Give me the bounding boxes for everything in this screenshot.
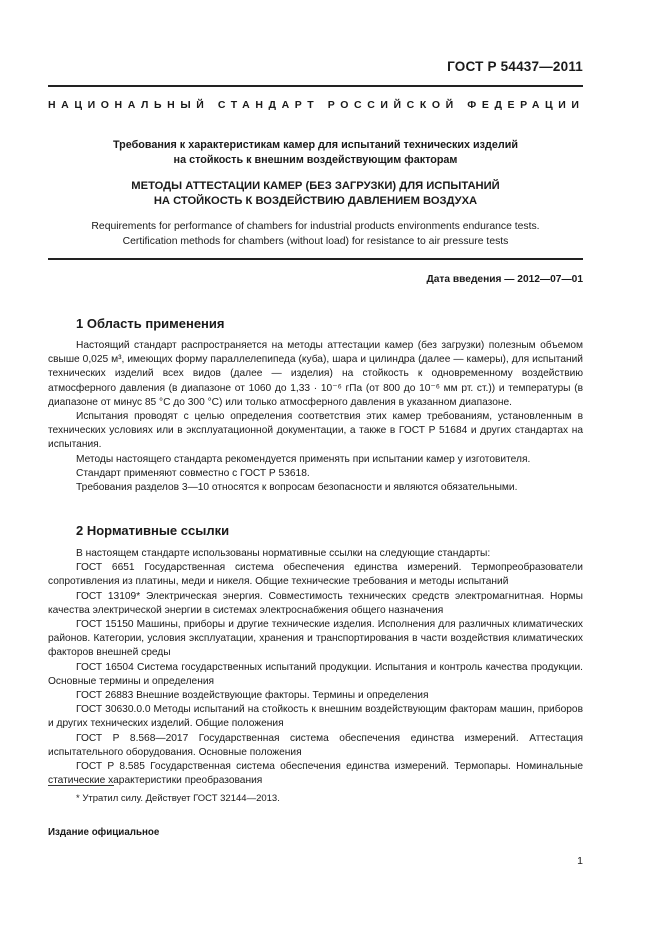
main-title (48, 179, 583, 209)
top-divider (48, 85, 583, 87)
reference-item: ГОСТ 26883 Внешние воздействующие факторы. Термины и определения (76, 690, 429, 702)
introduction-date: Дата введения — 2012—07—01 (426, 274, 583, 285)
title-divider (48, 258, 583, 260)
section-2-body (48, 547, 583, 788)
edition-label: Издание официальное (48, 827, 160, 838)
footnote-divider (48, 785, 114, 786)
section-1-heading: 1 Область применения (76, 316, 225, 331)
section-2-heading: 2 Нормативные ссылки (76, 523, 230, 538)
paragraph: Требования разделов 3—10 относятся к вопросам безопасности и являются обязательными. (76, 482, 518, 494)
gost-number: ГОСТ Р 54437—2011 (447, 59, 583, 74)
reference-item: ГОСТ Р 8.568—2017 Государственная система обеспечения единства измерений. Аттестация испытательного оборудования. Основные положения (48, 732, 583, 758)
reference-item: ГОСТ 6651 Государственная система обеспечения единства измерений. Термопреобразователи сопротивления из платины, меди и никеля. Общие технические требования и методы испытаний (48, 562, 583, 588)
subtitle-ru-line-1: Требования к характеристикам камер для испытаний технических изделий (112, 139, 519, 151)
paragraph: Настоящий стандарт распространяется на методы аттестации камер (без загрузки) полезным объемом свыше 0,025 м³, имеющих форму параллелепипеда (куба), шара и цилиндра (далее — камеры), для испытаний технических изделий всех видов (далее — изделия) на стойкость к одновременному воздействию атмосферного давления (в диапазоне от 1060 до 1,33 · 10⁻⁶ гПа (от 800 до 10⁻⁶ мм рт. ст.)) и температуры (в диапазоне от минус 85 °С до 300 °С) или только атмосферного давления в указанном диапазоне. (48, 340, 583, 408)
subtitle-ru (48, 138, 583, 168)
paragraph: Испытания проводят с целью определения соответствия этих камер требованиям, установленным в технических условиях или в эксплуатационной документации, а также в ГОСТ Р 51684 и других стандартах на испытания. (48, 411, 583, 451)
reference-item: ГОСТ 30630.0.0 Методы испытаний на стойкость к внешним воздействующим факторам машин, приборов и других технических изделий. Общие положения (48, 704, 583, 730)
main-title-line-2: НА СТОЙКОСТЬ К ВОЗДЕЙСТВИЮ ДАВЛЕНИЕМ ВОЗДУХА (153, 195, 478, 207)
reference-item: ГОСТ Р 8.585 Государственная система обеспечения единства измерений. Термопары. Номинальные статические характеристики преобразования (48, 761, 583, 787)
english-title (48, 219, 583, 249)
subtitle-ru-line-2: на стойкость к внешним воздействующим факторам (173, 154, 458, 166)
paragraph: Методы настоящего стандарта рекомендуется применять при испытании камер у изготовителя. (76, 453, 531, 465)
english-title-line-1: Requirements for performance of chambers for industrial products environments endurance tests. (91, 221, 540, 232)
main-title-line-1: МЕТОДЫ АТТЕСТАЦИИ КАМЕР (БЕЗ ЗАГРУЗКИ) ДЛЯ ИСПЫТАНИЙ (131, 180, 500, 192)
english-title-line-2: Certification methods for chambers (without load) for resistance to air pressure tests (122, 236, 509, 247)
section-1-body (48, 339, 583, 495)
national-standard-banner: НАЦИОНАЛЬНЫЙ СТАНДАРТ РОССИЙСКОЙ ФЕДЕРАЦИИ (48, 99, 585, 111)
paragraph: В настоящем стандарте использованы нормативные ссылки на следующие стандарты: (76, 548, 491, 559)
footnote: * Утратил силу. Действует ГОСТ 32144—2013. (76, 793, 280, 804)
reference-item: ГОСТ 16504 Система государственных испытаний продукции. Испытания и контроль качества продукции. Основные термины и определения (48, 661, 583, 687)
page-number: 1 (577, 855, 583, 867)
reference-item: ГОСТ 15150 Машины, приборы и другие технические изделия. Исполнения для различных климатических районов. Категории, условия эксплуатации, хранения и транспортирования в части воздействия климатических факторов внешней среды (48, 619, 583, 659)
paragraph: Стандарт применяют совместно с ГОСТ Р 53618. (76, 467, 310, 479)
reference-item: ГОСТ 13109* Электрическая энергия. Совместимость технических средств электромагнитная. Нормы качества электрической энергии в системах электроснабжения общего назначения (48, 590, 583, 616)
